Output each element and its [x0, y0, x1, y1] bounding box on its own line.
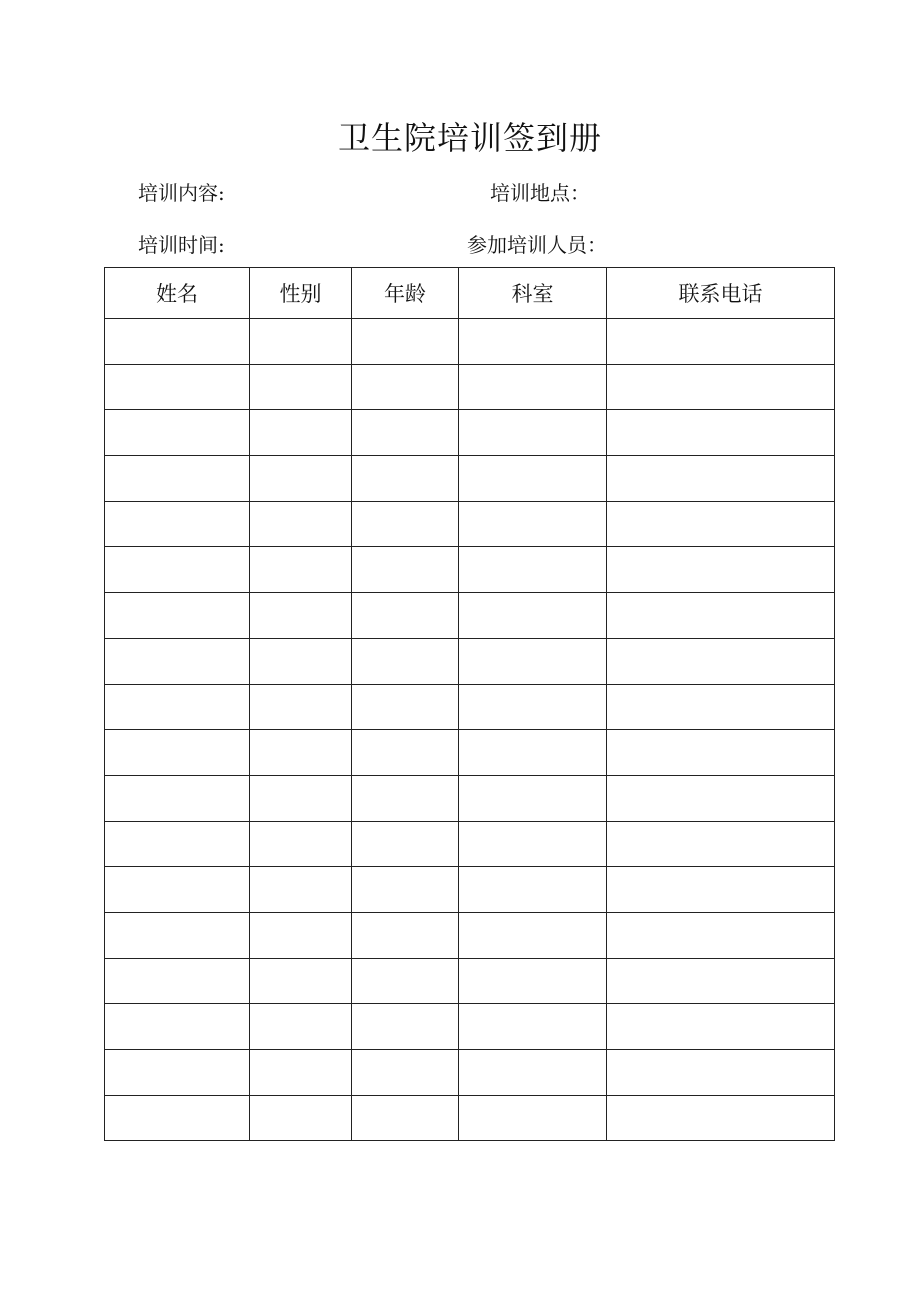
gender-cell[interactable]	[250, 867, 352, 913]
phone-cell[interactable]	[607, 593, 835, 639]
gender-cell[interactable]	[250, 1050, 352, 1096]
table-row	[105, 1050, 835, 1096]
name-cell[interactable]	[105, 1004, 250, 1050]
table-row	[105, 1095, 835, 1141]
department-cell[interactable]	[459, 867, 607, 913]
table-row	[105, 1004, 835, 1050]
department-cell[interactable]	[459, 958, 607, 1004]
department-cell[interactable]	[459, 638, 607, 684]
name-cell[interactable]	[105, 593, 250, 639]
name-cell[interactable]	[105, 456, 250, 502]
phone-cell[interactable]	[607, 1050, 835, 1096]
gender-cell[interactable]	[250, 593, 352, 639]
department-cell[interactable]	[459, 821, 607, 867]
age-cell[interactable]	[352, 1050, 459, 1096]
name-cell[interactable]	[105, 1095, 250, 1141]
table-row	[105, 456, 835, 502]
training-location-label: 培训地点：	[490, 181, 590, 205]
training-time-label: 培训时间:	[138, 233, 225, 257]
sign-in-table	[104, 267, 835, 1141]
gender-cell[interactable]	[250, 501, 352, 547]
gender-cell[interactable]	[250, 319, 352, 365]
gender-cell[interactable]	[250, 1004, 352, 1050]
age-cell[interactable]	[352, 547, 459, 593]
table-row	[105, 364, 835, 410]
department-cell[interactable]	[459, 593, 607, 639]
gender-cell[interactable]	[250, 547, 352, 593]
table-row	[105, 319, 835, 365]
phone-cell[interactable]	[607, 319, 835, 365]
table-row	[105, 638, 835, 684]
department-cell[interactable]	[459, 501, 607, 547]
phone-cell[interactable]	[607, 1004, 835, 1050]
name-cell[interactable]	[105, 867, 250, 913]
department-cell[interactable]	[459, 1095, 607, 1141]
phone-cell[interactable]	[607, 1095, 835, 1141]
department-cell[interactable]	[459, 456, 607, 502]
table-row	[105, 821, 835, 867]
age-cell[interactable]	[352, 319, 459, 365]
name-cell[interactable]	[105, 730, 250, 776]
department-cell[interactable]	[459, 1050, 607, 1096]
column-header-name: 姓名	[105, 268, 250, 319]
age-cell[interactable]	[352, 364, 459, 410]
department-cell[interactable]	[459, 319, 607, 365]
gender-cell[interactable]	[250, 912, 352, 958]
gender-cell[interactable]	[250, 821, 352, 867]
gender-cell[interactable]	[250, 364, 352, 410]
gender-cell[interactable]	[250, 456, 352, 502]
age-cell[interactable]	[352, 912, 459, 958]
name-cell[interactable]	[105, 319, 250, 365]
table-row	[105, 730, 835, 776]
gender-cell[interactable]	[250, 730, 352, 776]
column-header-phone: 联系电话	[607, 268, 835, 319]
phone-cell[interactable]	[607, 501, 835, 547]
training-content-label: 培训内容:	[138, 181, 225, 205]
phone-cell[interactable]	[607, 547, 835, 593]
age-cell[interactable]	[352, 456, 459, 502]
phone-cell[interactable]	[607, 821, 835, 867]
phone-cell[interactable]	[607, 638, 835, 684]
name-cell[interactable]	[105, 547, 250, 593]
gender-cell[interactable]	[250, 1095, 352, 1141]
gender-cell[interactable]	[250, 775, 352, 821]
department-cell[interactable]	[459, 1004, 607, 1050]
age-cell[interactable]	[352, 867, 459, 913]
age-cell[interactable]	[352, 410, 459, 456]
phone-cell[interactable]	[607, 912, 835, 958]
department-cell[interactable]	[459, 364, 607, 410]
department-cell[interactable]	[459, 730, 607, 776]
gender-cell[interactable]	[250, 958, 352, 1004]
department-cell[interactable]	[459, 912, 607, 958]
name-cell[interactable]	[105, 638, 250, 684]
phone-cell[interactable]	[607, 456, 835, 502]
name-cell[interactable]	[105, 684, 250, 730]
gender-cell[interactable]	[250, 684, 352, 730]
table-row	[105, 867, 835, 913]
name-cell[interactable]	[105, 958, 250, 1004]
age-cell[interactable]	[352, 501, 459, 547]
table-body	[105, 319, 835, 1141]
phone-cell[interactable]	[607, 958, 835, 1004]
training-attendees-label: 参加培训人员：	[467, 233, 607, 257]
age-cell[interactable]	[352, 1004, 459, 1050]
age-cell[interactable]	[352, 593, 459, 639]
column-header-age: 年龄	[352, 268, 459, 319]
age-cell[interactable]	[352, 775, 459, 821]
column-header-department: 科室	[459, 268, 607, 319]
name-cell[interactable]	[105, 1050, 250, 1096]
age-cell[interactable]	[352, 730, 459, 776]
phone-cell[interactable]	[607, 684, 835, 730]
phone-cell[interactable]	[607, 775, 835, 821]
table-row	[105, 410, 835, 456]
age-cell[interactable]	[352, 821, 459, 867]
table-row	[105, 958, 835, 1004]
table-row	[105, 684, 835, 730]
age-cell[interactable]	[352, 958, 459, 1004]
table-row	[105, 912, 835, 958]
age-cell[interactable]	[352, 1095, 459, 1141]
table-row	[105, 501, 835, 547]
table-row	[105, 547, 835, 593]
department-cell[interactable]	[459, 684, 607, 730]
name-cell[interactable]	[105, 821, 250, 867]
table-row	[105, 593, 835, 639]
department-cell[interactable]	[459, 775, 607, 821]
age-cell[interactable]	[352, 684, 459, 730]
gender-cell[interactable]	[250, 638, 352, 684]
name-cell[interactable]	[105, 912, 250, 958]
name-cell[interactable]	[105, 364, 250, 410]
age-cell[interactable]	[352, 638, 459, 684]
phone-cell[interactable]	[607, 730, 835, 776]
table-header-row	[105, 268, 835, 319]
column-header-gender: 性别	[250, 268, 352, 319]
gender-cell[interactable]	[250, 410, 352, 456]
name-cell[interactable]	[105, 410, 250, 456]
phone-cell[interactable]	[607, 410, 835, 456]
department-cell[interactable]	[459, 410, 607, 456]
phone-cell[interactable]	[607, 867, 835, 913]
name-cell[interactable]	[105, 775, 250, 821]
table-row	[105, 775, 835, 821]
page-title: 卫生院培训签到册	[337, 119, 602, 157]
name-cell[interactable]	[105, 501, 250, 547]
phone-cell[interactable]	[607, 364, 835, 410]
department-cell[interactable]	[459, 547, 607, 593]
